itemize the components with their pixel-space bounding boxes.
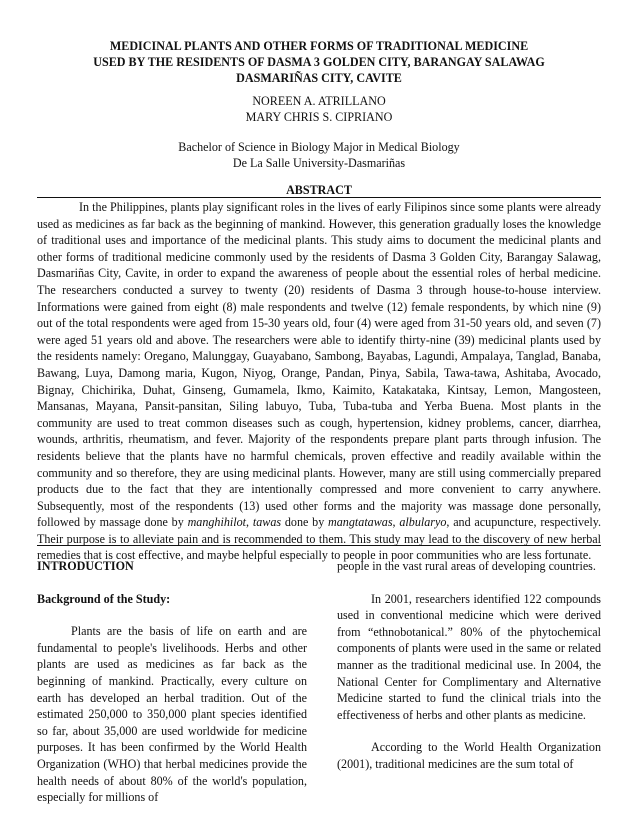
title-line: USED BY THE RESIDENTS OF DASMA 3 GOLDEN CITY, BARANGAY SALAWAG — [93, 55, 545, 69]
abstract-connector: done by — [281, 515, 329, 530]
intro-paragraph: According to the World Health Organization (2001), traditional medicines are the sum total of — [337, 740, 601, 771]
background-subheading: Background of the Study: — [37, 591, 171, 606]
abstract-term: mangtatawas — [328, 515, 393, 530]
intro-paragraph: In 2001, researchers identified 122 compounds used in conventional medicine which were derived from “ethnobotanical.” 80% of the phytochemical components of plants were used in the same or related manner as the traditional medicinal use. In 2004, the National Center for Complimentary and Alternative Medicine started to fund the clinical trials into the effectiveness of herbs and other plants as medicine. — [337, 591, 601, 722]
abstract-term: tawas — [252, 515, 282, 530]
paper-title — [40, 38, 598, 86]
abstract-bottom-rule — [37, 545, 601, 546]
author-name: NOREEN A. ATRILLANO — [252, 94, 386, 108]
abstract-separator: , — [246, 515, 253, 530]
author-name: MARY CHRIS S. CIPRIANO — [245, 110, 393, 124]
intro-paragraph: Plants are the basis of life on earth and are fundamental to people's livelihoods. Herbs and other plants are used as medicines as far back as the beginning of mankind. Practically, every culture on earth has developed an herbal tradition. Out of the estimated 250,000 to 350,000 plant species identified so far, about 35,000 are used worldwide for medicine purposes. It has been confirmed by the World Health Organization (WHO) that herbal medicines provide the health needs of about 80% of the world's population, especially for millions of — [37, 624, 307, 805]
abstract-heading: ABSTRACT — [286, 183, 352, 197]
title-line: DASMARIÑAS CITY, CAVITE — [236, 71, 402, 85]
left-column — [37, 558, 307, 806]
abstract-term: manghihilot — [187, 515, 247, 530]
abstract-body: In the Philippines, plants play significant roles in the lives of early Filipinos since some plants were already used as medicines as far back as the beginning of mankind. However, this generation gradually loses the knowledge of traditional uses and importance of the medicinal plants. This study aims to document the medicinal plants and other forms of traditional medicine commonly used by the residents of Dasma 3 Golden City, Barangay Salawag, Dasmariñas City, Cavite, in order to expand the awareness of people about the essential roles of herbal medicine. The researchers conducted a survey to twenty (20) residents of Dasma 3 through house-to-house interview. Informations were gained from eight (8) male respondents and twelve (12) female respondents, by which nine (9) out of the total respondents were aged from 15-30 years old, four (4) were aged from 31-50 years old, and seven (7) were aged 51 years old and above. The researchers were able to identify thirty-nine (39) medicinal plants used by the residents namely: Oregano, Malunggay, Guayabano, Sambong, Bayabas, Lagundi, Ampalaya, Tanglad, Banaba, Bawang, Luya, Damong maria, Kugon, Niyog, Orange, Pandan, Pinya, Sabila, Tawa-tawa, Ashitaba, Avocado, Bignay, Chichirika, Duhat, Ginseng, Gumamela, Ikmo, Kaimito, Katakataka, Kintsay, Lemon, Mangosteen, Mansanas, Mayana, Pansit-pansitan, Siling labuyo, Tuba, Tuba-tuba and Yerba Buena. Most plants in the community are used to treat common diseases such as cough, hypertension, kidney problems, cancer, diarrhea, wounds, arthritis, rheumatism, and fever. Majority of the respondents prepare plant parts through infusion. The residents believe that the plants have no harmful chemicals, proven effective and readily available within the community and so therefore, they are using medicinal plants. However, many are still using commercially prepared products due to the fact that they are intentionally compressed and more convenient to carry anywhere. Subsequently, most of the respondents (13) used other forms and the majority was massage done personally, followed by massage done by — [37, 200, 601, 530]
abstract-tail: , and acupuncture, respectively. Their purpose is to alleviate pain and is recommended to them. This study may lead to the discovery of new herbal remedies that is cost effective, and maybe helpful especially to people in poor communities who are less fortunate. — [37, 515, 601, 563]
abstract-text — [37, 199, 601, 564]
intro-paragraph-continued: people in the vast rural areas of developing countries. — [337, 559, 596, 573]
abstract-separator: , — [392, 515, 400, 530]
degree-program: Bachelor of Science in Biology Major in Medical Biology — [178, 140, 460, 154]
affiliation — [40, 139, 598, 171]
author-list — [40, 93, 598, 125]
university-name: De La Salle University-Dasmariñas — [232, 156, 406, 170]
abstract-term: albularyo — [399, 515, 447, 530]
title-line: MEDICINAL PLANTS AND OTHER FORMS OF TRADITIONAL MEDICINE — [109, 39, 529, 53]
introduction-heading: INTRODUCTION — [37, 559, 134, 573]
abstract-top-rule — [37, 197, 601, 198]
right-column — [337, 558, 601, 773]
